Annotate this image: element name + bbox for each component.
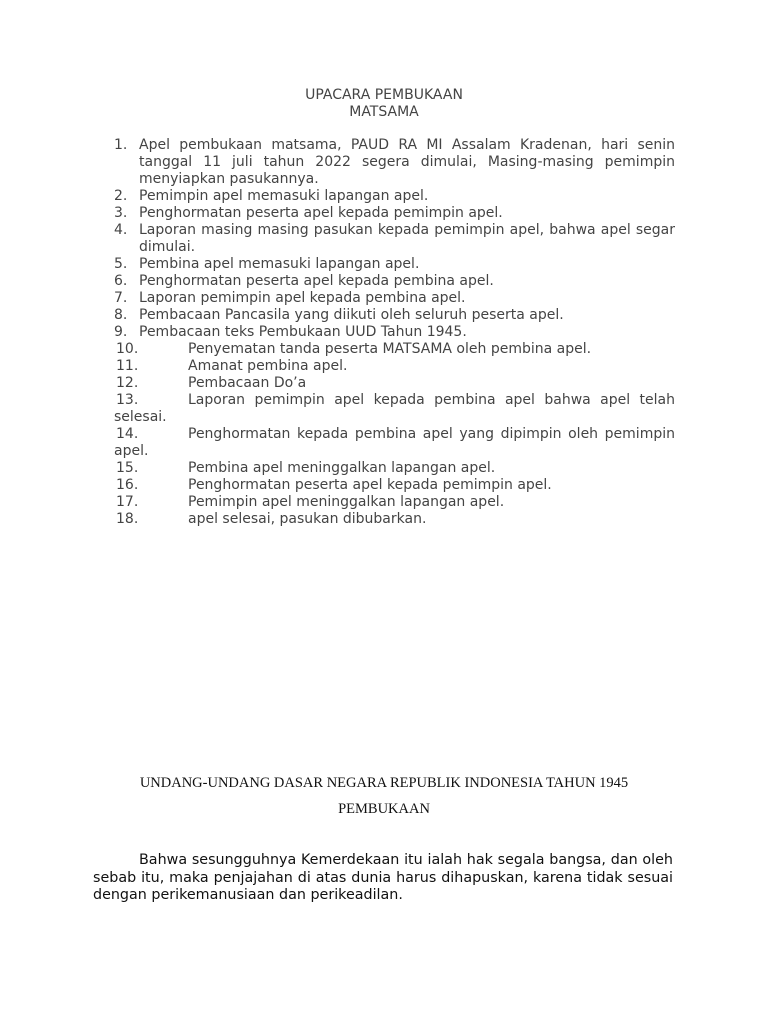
list-item-number: 17. — [116, 494, 139, 510]
list-item-number: 4. — [114, 222, 128, 238]
uud-title: UNDANG-UNDANG DASAR NEGARA REPUBLIK INDONESIA TAHUN 1945 — [139, 775, 629, 791]
list-item-text: Laporan masing masing pasukan kepada pemimpin apel, bahwa apel segar dimulai. — [139, 222, 675, 255]
list-item — [114, 494, 675, 511]
list-item-text: Pemimpin apel memasuki lapangan apel. — [139, 188, 429, 204]
list-item-text: Penyematan tanda peserta MATSAMA oleh pembina apel. — [188, 341, 592, 357]
list-item-number: 6. — [114, 273, 128, 289]
list-item-number: 10. — [116, 341, 139, 357]
list-item-text: Penghormatan peserta apel kepada pembina apel. — [139, 273, 494, 289]
list-item — [114, 375, 675, 392]
list-item — [114, 256, 675, 273]
list-item-number: 14. — [116, 426, 139, 442]
list-item — [114, 358, 675, 375]
list-item — [114, 222, 675, 256]
list-item-text: apel selesai, pasukan dibubarkan. — [188, 511, 427, 527]
list-item — [114, 460, 675, 477]
list-item-text: Pembina apel memasuki lapangan apel. — [139, 256, 420, 272]
list-item-text: Pembacaan Pancasila yang diikuti oleh seluruh peserta apel. — [139, 307, 564, 323]
list-item-text: Apel pembukaan matsama, PAUD RA MI Assalam Kradenan, hari senin tanggal 11 juli tahun 2022 segera dimulai, Masing-masing pemimpin menyiapkan pasukannya. — [139, 137, 675, 187]
list-item — [114, 392, 675, 426]
list-item-number: 13. — [116, 392, 139, 408]
list-item-number: 15. — [116, 460, 139, 476]
list-item — [114, 426, 675, 460]
list-item — [114, 341, 675, 358]
list-item — [114, 273, 675, 290]
list-item-text: Amanat pembina apel. — [188, 358, 348, 374]
ceremony-subtitle: MATSAMA — [349, 104, 419, 120]
list-item-number: 7. — [114, 290, 128, 306]
list-item-number: 2. — [114, 188, 128, 204]
list-item-number: 1. — [114, 137, 128, 153]
uud-subtitle: PEMBUKAAN — [338, 801, 430, 817]
list-item-text: Pembacaan teks Pembukaan UUD Tahun 1945. — [139, 324, 467, 340]
list-item-number: 9. — [114, 324, 128, 340]
list-item-number: 12. — [116, 375, 139, 391]
list-item — [114, 205, 675, 222]
list-item-text: Pembina apel meninggalkan lapangan apel. — [188, 460, 496, 476]
list-item — [114, 188, 675, 205]
list-item — [114, 137, 675, 188]
list-item-text: Laporan pemimpin apel kepada pembina apel. — [139, 290, 466, 306]
list-item-text: Pembacaan Do’a — [188, 375, 307, 391]
list-item — [114, 324, 675, 341]
list-item — [114, 477, 675, 494]
list-item-text: Laporan pemimpin apel kepada pembina apel bahwa apel telah selesai. — [114, 392, 675, 425]
list-item-number: 16. — [116, 477, 139, 493]
list-item-number: 11. — [116, 358, 139, 374]
list-item-number: 3. — [114, 205, 128, 221]
ceremony-steps-list — [114, 137, 675, 528]
ceremony-title: UPACARA PEMBUKAAN — [305, 87, 463, 103]
list-item-text: Penghormatan peserta apel kepada pemimpin apel. — [139, 205, 503, 221]
list-item-number: 8. — [114, 307, 128, 323]
list-item-text: Penghormatan kepada pembina apel yang dipimpin oleh pemimpin apel. — [114, 426, 675, 459]
list-item — [114, 307, 675, 324]
list-item-number: 5. — [114, 256, 128, 272]
list-item-text: Penghormatan peserta apel kepada pemimpin apel. — [188, 477, 552, 493]
list-item-number: 18. — [116, 511, 139, 527]
list-item-text: Pemimpin apel meninggalkan lapangan apel. — [188, 494, 505, 510]
preamble-paragraph: Bahwa sesungguhnya Kemerdekaan itu ialah hak segala bangsa, dan oleh sebab itu, maka penjajahan di atas dunia harus dihapuskan, karena tidak sesuai dengan perikemanusiaan dan perikeadilan. — [93, 852, 673, 903]
list-item — [114, 290, 675, 307]
list-item — [114, 511, 675, 528]
